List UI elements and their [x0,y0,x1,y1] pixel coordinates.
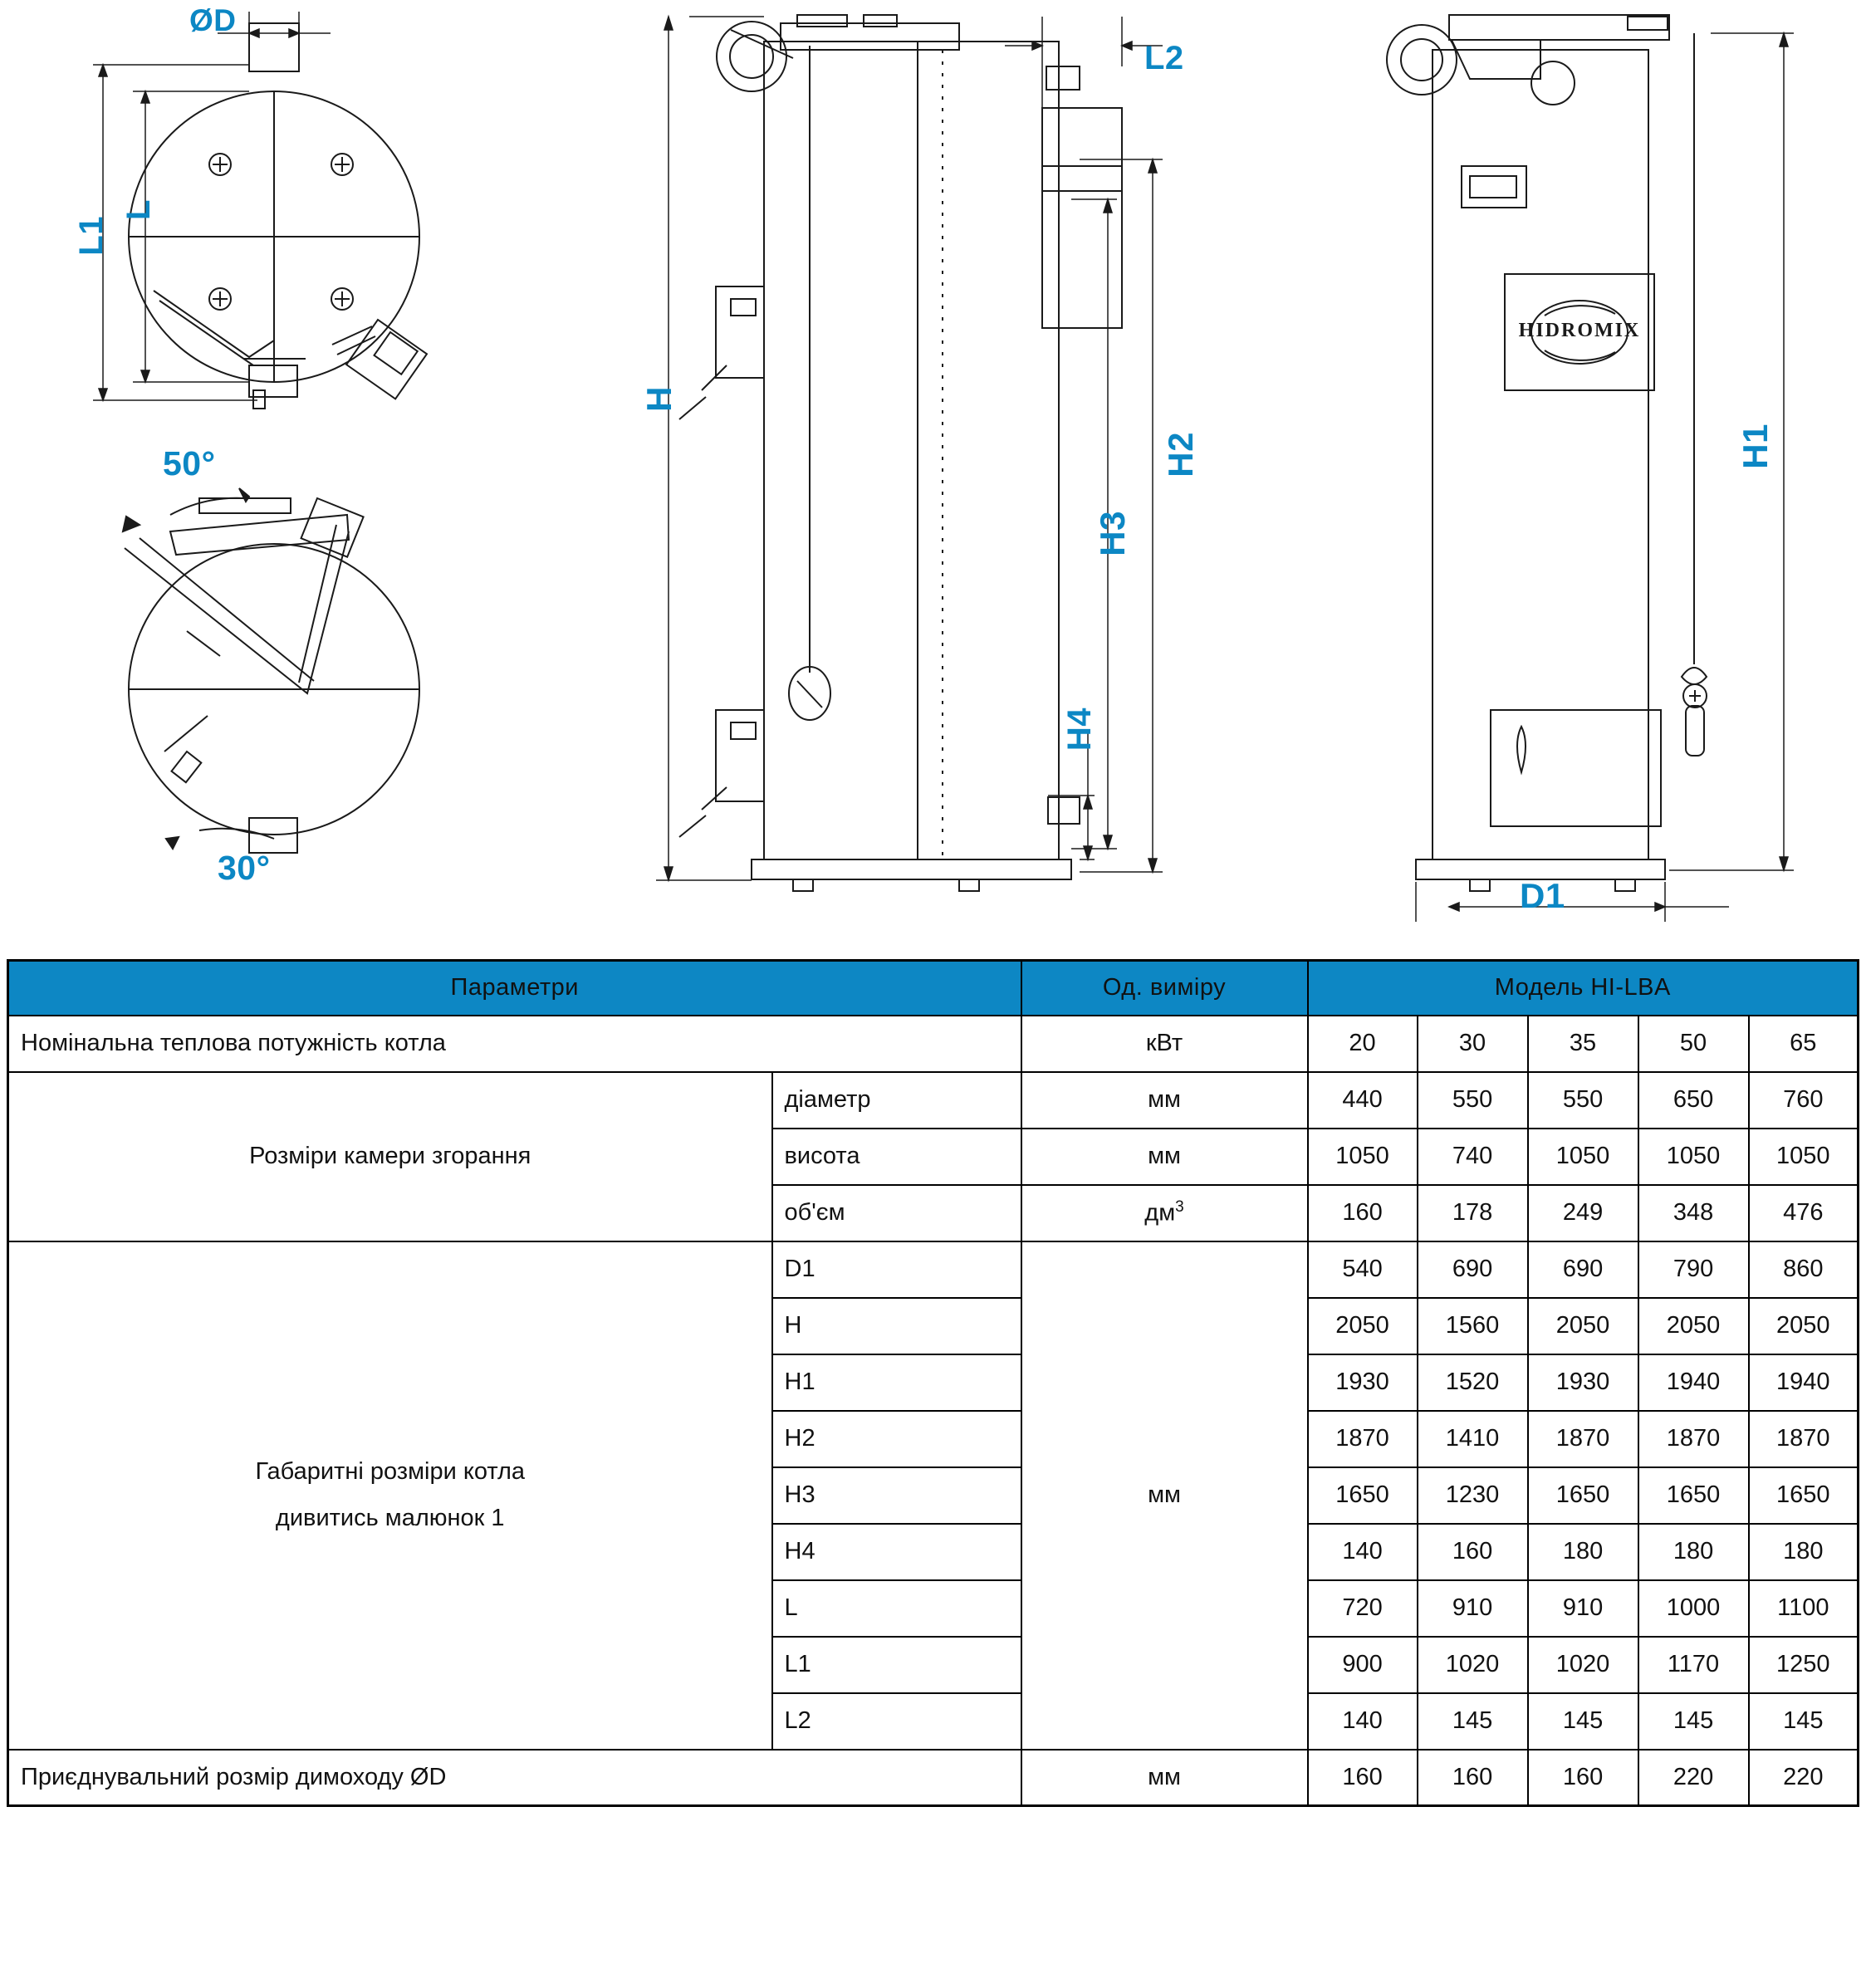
cell-h2-30: 1410 [1418,1411,1528,1467]
row-label-nominal-power: Номінальна теплова потужність котла [8,1016,1021,1072]
cell-h1-65: 1940 [1749,1354,1859,1411]
cell-l-30: 910 [1418,1580,1528,1637]
cell-l-35: 910 [1528,1580,1638,1637]
cell-chimney-35: 160 [1528,1750,1638,1806]
cell-chimney-30: 160 [1418,1750,1528,1806]
cell-h4-35: 180 [1528,1524,1638,1580]
cell-l2-20: 140 [1308,1693,1418,1750]
cell-volume-65: 476 [1749,1185,1859,1241]
cell-d1-20: 540 [1308,1241,1418,1298]
group-label-line1: Габаритні розміри котла [255,1458,526,1486]
cell-d1-50: 790 [1638,1241,1749,1298]
row-label-l1: L1 [772,1637,1021,1693]
dim-label-h4: H4 [1061,708,1098,752]
cell-l1-35: 1020 [1528,1637,1638,1693]
dim-h [656,17,764,880]
cell-h-50: 2050 [1638,1298,1749,1354]
cell-chimney-50: 220 [1638,1750,1749,1806]
cell-model-30: 30 [1418,1016,1528,1072]
row-unit-diameter: мм [1021,1072,1308,1129]
cell-l2-65: 145 [1749,1693,1859,1750]
cell-volume-30: 178 [1418,1185,1528,1241]
cell-diameter-35: 550 [1528,1072,1638,1129]
boiler-technical-drawings [0,0,1866,943]
dim-label-h: H [639,386,678,412]
table-row [8,1241,1859,1298]
cell-l2-35: 145 [1528,1693,1638,1750]
dim-label-od: ØD [189,3,237,37]
table-row [8,1750,1859,1806]
cell-h3-65: 1650 [1749,1467,1859,1524]
row-unit-height: мм [1021,1129,1308,1185]
table-row [8,1072,1859,1129]
cell-diameter-30: 550 [1418,1072,1528,1129]
unit-text: дм [1144,1199,1176,1227]
row-group-combustion-chamber: Розміри камери згорання [8,1072,772,1241]
brand-logo-text: HIDROMIX [1518,320,1641,341]
row-label-h: H [772,1298,1021,1354]
dim-label-h3: H3 [1093,511,1132,556]
cell-h2-35: 1870 [1528,1411,1638,1467]
dim-label-h1: H1 [1736,424,1775,469]
cell-volume-20: 160 [1308,1185,1418,1241]
row-unit-chimney: мм [1021,1750,1308,1806]
cell-h4-30: 160 [1418,1524,1528,1580]
cell-model-65: 65 [1749,1016,1859,1072]
cell-l2-30: 145 [1418,1693,1528,1750]
cell-diameter-65: 760 [1749,1072,1859,1129]
row-label-chimney: Приєднувальний розмір димоходу ØD [8,1750,1021,1806]
cell-height-20: 1050 [1308,1129,1418,1185]
cell-h3-35: 1650 [1528,1467,1638,1524]
dim-l1 [93,65,257,400]
cell-model-35: 35 [1528,1016,1638,1072]
cell-h4-20: 140 [1308,1524,1418,1580]
dim-label-d1: D1 [1520,876,1565,915]
cell-h4-65: 180 [1749,1524,1859,1580]
row-unit-nominal-power: кВт [1021,1016,1308,1072]
cell-diameter-20: 440 [1308,1072,1418,1129]
cell-l-20: 720 [1308,1580,1418,1637]
cell-height-35: 1050 [1528,1129,1638,1185]
dim-d1 [1416,882,1729,922]
cell-height-30: 740 [1418,1129,1528,1185]
cell-h2-20: 1870 [1308,1411,1418,1467]
row-label-h3: H3 [772,1467,1021,1524]
front-view-drawing [1387,15,1707,891]
row-label-l: L [772,1580,1021,1637]
cell-h1-50: 1940 [1638,1354,1749,1411]
cell-h1-35: 1930 [1528,1354,1638,1411]
header-unit: Од. виміру [1021,961,1308,1016]
cell-l1-30: 1020 [1418,1637,1528,1693]
cell-l1-65: 1250 [1749,1637,1859,1693]
cell-h2-50: 1870 [1638,1411,1749,1467]
cell-volume-35: 249 [1528,1185,1638,1241]
door-angle-drawing [125,498,419,853]
specifications-table-wrap [7,959,1857,1807]
cell-l2-50: 145 [1638,1693,1749,1750]
unit-exponent: 3 [1175,1198,1184,1217]
row-label-h2: H2 [772,1411,1021,1467]
drawings-area [0,0,1866,943]
cell-model-50: 50 [1638,1016,1749,1072]
specifications-table [7,959,1859,1807]
cell-h2-65: 1870 [1749,1411,1859,1467]
cell-l1-20: 900 [1308,1637,1418,1693]
cell-h-35: 2050 [1528,1298,1638,1354]
cell-d1-65: 860 [1749,1241,1859,1298]
cell-l1-50: 1170 [1638,1637,1749,1693]
cell-h4-50: 180 [1638,1524,1749,1580]
cell-h3-30: 1230 [1418,1467,1528,1524]
cell-d1-30: 690 [1418,1241,1528,1298]
dim-label-angle-50: 50° [163,444,216,482]
cell-h-30: 1560 [1418,1298,1528,1354]
header-model: Модель HI-LBA [1308,961,1859,1016]
dim-label-l: L [120,199,157,220]
cell-h1-20: 1930 [1308,1354,1418,1411]
cell-diameter-50: 650 [1638,1072,1749,1129]
cell-h1-30: 1520 [1418,1354,1528,1411]
cell-height-65: 1050 [1749,1129,1859,1185]
cell-h3-20: 1650 [1308,1467,1418,1524]
cell-volume-50: 348 [1638,1185,1749,1241]
cell-chimney-20: 160 [1308,1750,1418,1806]
row-label-height: висота [772,1129,1021,1185]
header-parameters: Параметри [8,961,1021,1016]
group-label-line2: дивитись малюнок 1 [275,1504,505,1531]
row-unit-overall-dimensions: мм [1021,1241,1308,1750]
row-label-diameter: діаметр [772,1072,1021,1129]
cell-chimney-65: 220 [1749,1750,1859,1806]
row-label-h4: H4 [772,1524,1021,1580]
dim-label-angle-30: 30° [218,849,271,887]
side-view-drawing [679,15,1122,891]
cell-l-65: 1100 [1749,1580,1859,1637]
cell-l-50: 1000 [1638,1580,1749,1637]
cell-h3-50: 1650 [1638,1467,1749,1524]
table-row [8,1016,1859,1072]
dim-label-h2: H2 [1161,432,1200,477]
cell-h-65: 2050 [1749,1298,1859,1354]
row-label-l2: L2 [772,1693,1021,1750]
row-label-h1: H1 [772,1354,1021,1411]
cell-model-20: 20 [1308,1016,1418,1072]
dim-label-l2: L2 [1144,40,1184,76]
cell-height-50: 1050 [1638,1129,1749,1185]
row-label-volume: об'єм [772,1185,1021,1241]
dim-l2 [1005,17,1163,108]
cell-h-20: 2050 [1308,1298,1418,1354]
top-view-drawing [129,23,427,409]
row-label-d1: D1 [772,1241,1021,1298]
row-group-overall-dimensions [8,1241,772,1750]
row-unit-volume [1021,1185,1308,1241]
cell-d1-35: 690 [1528,1241,1638,1298]
dim-label-l1: L1 [73,216,110,256]
